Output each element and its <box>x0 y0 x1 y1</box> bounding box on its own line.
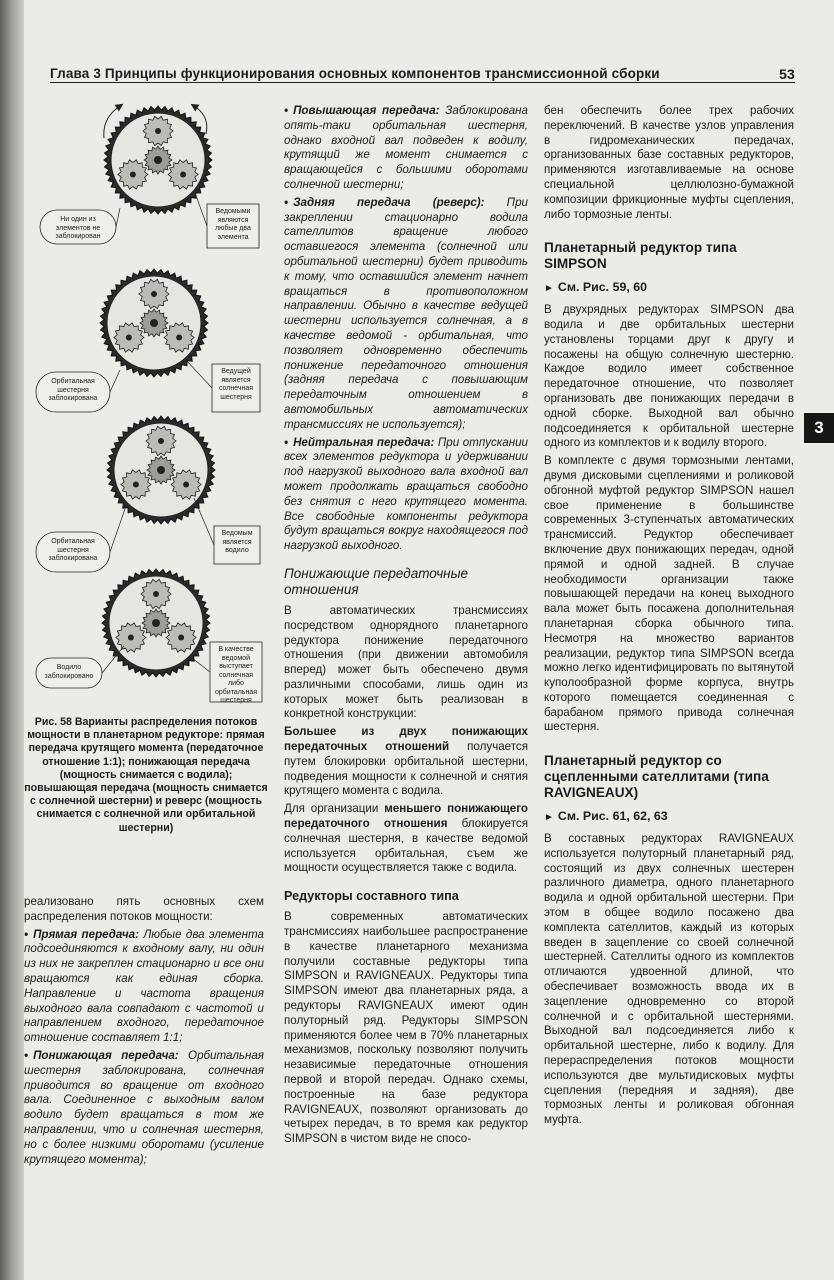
bullet-dot: • <box>284 104 289 117</box>
bullet-title: Задняя передача (реверс): <box>293 195 485 209</box>
bullet-dot: • <box>284 435 289 449</box>
planet-pin <box>126 335 132 341</box>
bullet-text: Орбитальная шестерня заблокирована, солнечная приводится во вращение от входного вала. Соединенное с выходным валом водило будет вращаться в том же направлении, что и солнечная шестерня, но с более низкими оборотами (усиление крутящего момента); <box>24 1048 264 1166</box>
paragraph: В двухрядных редукторах SIMPSON два водила и две орбитальных шестерни установлены торцами друг к другу и посажены на общую солнечную шестерню. Каждое водило имеет собственное передаточное отношение, что позволяет организовать две понижающих передачи в одной сборке. Выходной вал обычно подсоединяется к орбитальной шестерне одного из комплектов и к водилу второго. <box>544 303 794 450</box>
bullet-text: Любые два элемента подсоединяются к входному валу, ни один из них не закреплен стационарно и все они вращаются как единая сборка. Направление и частота вращения выходного вала совпадают с частотой и направлением входного, передаточное отношение составляет 1:1; <box>24 927 264 1045</box>
bullet-reduction <box>24 1049 264 1167</box>
planet-pin <box>130 172 136 178</box>
text: Для организации <box>284 802 385 816</box>
reference-text: См. Рис. 59, 60 <box>557 280 648 295</box>
bullet-dot: • <box>284 195 289 209</box>
column-2 <box>284 104 528 1150</box>
panel-3-left-label: Орбитальная шестерня заблокирована <box>48 538 98 562</box>
paragraph: реализовано пять основных схем распределения потоков мощности: <box>24 895 264 923</box>
paragraph: В современных автоматических трансмиссиях наибольшее распространение в качестве планетарного механизма получили составные редукторы типа SIMPSON и RAVIGNEAUX. Редукторы типа SIMPSON имеют два планетарных ряда, а редукторы RAVIGNEAUX имеют один полуторный ряд. Редукторы SIMPSON применяются более чем в 70% планетарных механизмов, поскольку позволяют получить независимые передаточные отношения первой и второй передач. Однако схемы, построенные на базе редуктора RAVIGNEAUX, позволяют организовать до четырех передач, в то время как редуктор SIMPSON в чистом виде не спосо- <box>284 910 528 1146</box>
leader-line <box>194 498 214 545</box>
panel-2-right-label: Ведущей является солнечная шестерня <box>218 368 254 401</box>
figure-58 <box>24 98 268 710</box>
bullet-dot: • <box>24 927 29 941</box>
leader-line <box>194 190 207 226</box>
subheading-reduction-ratios: Понижающие передаточные отношения <box>284 565 469 597</box>
leader-line <box>192 658 210 672</box>
paragraph <box>284 802 528 876</box>
planet-pin <box>176 335 182 341</box>
panel-3-right-label: Ведомым является водило <box>221 530 253 554</box>
column-3 <box>544 104 794 1131</box>
panel-1-right-label: Ведомыми являются любые два элемента <box>215 208 251 241</box>
figure-reference <box>544 280 794 297</box>
bullet-overdrive <box>284 104 528 193</box>
bullet-text: Заблокирована опять-таки орбитальная шестерня, однако входной вал подведен к водилу, крутящий же момент снимается с вращающейся с большими оборотами солнечной шестерни; <box>284 104 528 191</box>
planet-pin <box>155 128 161 134</box>
bullet-text: При закреплении стационарно водила сателлитов вращение любого оставшегося элемента (солнечной или орбитальной шестерни) будет приводить к тому, что оставшийся элемент начнет вращаться в противоположном направлении. Обычно в качестве ведущей шестерни используется солнечная, а в качестве ведомой - орбитальная, что позволяет одновременно обеспечить понижение передаточного отношения (задняя передача с повышающим передаточным отношением в автомобильных автоматических трансмиссиях не используется); <box>284 195 528 431</box>
bullet-direct-drive <box>24 928 264 1046</box>
sun-shaft <box>154 156 162 164</box>
planet-pin <box>151 291 157 297</box>
paragraph: В автоматических трансмиссиях посредством однорядного планетарного редуктора понижение передаточного отношения (при движении автомобиля вперед) может быть обеспечено двумя различными способами, лишь один из которых может быть реализован в конкретной конструкции: <box>284 603 528 721</box>
sun-shaft <box>150 319 158 327</box>
figure-reference <box>544 809 794 826</box>
bullet-neutral <box>284 436 528 554</box>
sun-shaft <box>152 619 160 627</box>
panel-1-left-label: Ни один из элементов не заблокирован <box>55 216 101 240</box>
panel-2-left-label: Орбитальная шестерня заблокирована <box>48 378 98 402</box>
bullet-text: При отпускании всех элементов редуктора и удерживании под нагрузкой выходного вала входной вал может продолжать вращаться свободно без снятия с него крутящего момента. Все свободные компоненты редуктора будут вращаться вокруг находящегося под нагрузкой выходного. <box>284 435 528 553</box>
text: получается путем блокировки орбитальной шестерни, подведения мощности к солнечной и снятия крутящего момента с водила. <box>284 740 528 798</box>
leader-line <box>110 370 120 392</box>
chapter-title: Глава 3 Принципы функционирования основных компонентов трансмиссионной сборки <box>50 66 660 81</box>
running-header <box>50 66 795 83</box>
sun-shaft <box>157 466 165 474</box>
reference-text: См. Рис. 61, 62, 63 <box>557 809 668 824</box>
leader-line <box>116 208 120 227</box>
bullet-dot: • <box>24 1048 29 1062</box>
planetary-gear-diagrams <box>24 98 268 710</box>
page-number: 53 <box>779 66 795 82</box>
paragraph: В составных редукторах RAVIGNEAUX используется полуторный планетарный ряд, состоящий из двух солнечных шестерен различного диаметра, одного планетарного водила и одной орбитальной шестерни. При этом в общее водило посажено два комплекта сателлитов, каждый из которых введен в зацепление со своей солнечной шестерней. Сателлиты одного из комплектов отличаются удвоенной длиной, что обеспечивает возможность ввода их в зацепление одновременно со второй солнечной и с орбитальной шестернями. Выходной вал подсоединяется либо к орбитальной шестерне, либо к водилу. Для перераспределения потоков мощности используются две мультидисковых муфты сцепления (передняя и задняя), две тормозных ленты и роликовая обгонная муфта. <box>544 832 794 1127</box>
paragraph: бен обеспечить более трех рабочих переключений. В качестве узлов управления в гидромеханических передачах, организованных базе составных редукторов, применяются изготавливаемые на основе специальной целлюлозно-бумажной композиции фрикционные муфты сцепления, либо тормозные ленты. <box>544 104 794 221</box>
figure-caption: Рис. 58 Варианты распределения потоков мощности в планетарном редукторе: прямая передача крутящего момента (передаточное отношение 1:1); понижающая передача (мощность снимается с водила); повышающая передача (мощность снимается с солнечной шестерни) и реверс (мощность снимается с солнечной или орбитальной шестерни) <box>24 716 268 834</box>
heading-simpson: Планетарный редуктор типа SIMPSON <box>544 240 737 272</box>
planet-pin <box>128 635 134 641</box>
leader-line <box>110 506 126 552</box>
section-heading-compound-gears: Редукторы составного типа <box>284 889 459 904</box>
planet-pin <box>133 482 139 488</box>
text: блокируется солнечная шестерня, в качестве ведомой используется орбитальная, съем же мощности осуществляется также с водила. <box>284 817 528 875</box>
column-1 <box>24 895 264 1170</box>
paragraph: В комплекте с двумя тормозными лентами, двумя дисковыми сцеплениями и роликовой обгонной муфтой редуктор SIMPSON нашел свое применение в большинстве современных 3-ступенчатых автоматических трансмиссий. Редуктор обеспечивает включение двух понижающих передач, одной прямой и одной задней. В случае необходимости организации также повышающей передачи на конец выходного вала может быть посажена дополнительная планетарная сборка обычного типа. Несмотря на множество вариантов реализации, редуктор типа SIMPSON всегда можно легко идентифицировать по вытянутой куполообразной форме корпуса, внутрь которого помещается соединенная с барабаном прямого привода солнечная шестерня. <box>544 454 794 734</box>
planet-pin <box>183 482 189 488</box>
bold-phrase: Большее из двух понижающих передаточных отношений <box>284 725 528 754</box>
bullet-title: Понижающая передача: <box>33 1048 179 1062</box>
bold-phrase: меньшего понижающего передаточного отношения <box>284 802 528 831</box>
arrow-icon: ► <box>544 283 554 295</box>
paragraph <box>284 725 528 799</box>
panel-4-left-label: Водило заблокировано <box>44 664 94 680</box>
planet-pin <box>158 438 164 444</box>
bullet-title: Прямая передача: <box>33 927 139 941</box>
book-spine <box>0 0 24 1280</box>
planet-pin <box>180 172 186 178</box>
bullet-title: Нейтральная передача: <box>293 435 435 449</box>
planet-pin <box>178 635 184 641</box>
panel-4-right-label: В качестве ведомой выступает солнечная либо орбитальная шестерня <box>214 646 257 704</box>
leader-line <box>186 360 212 388</box>
planet-pin <box>153 591 159 597</box>
bullet-title: Повышающая передача: <box>293 104 440 117</box>
heading-ravigneaux: Планетарный редуктор со сцепленными сателлитами (типа RAVIGNEAUX) <box>544 753 769 801</box>
chapter-tab: 3 <box>804 413 834 443</box>
arrow-icon: ► <box>544 812 554 824</box>
bullet-reverse <box>284 196 528 433</box>
